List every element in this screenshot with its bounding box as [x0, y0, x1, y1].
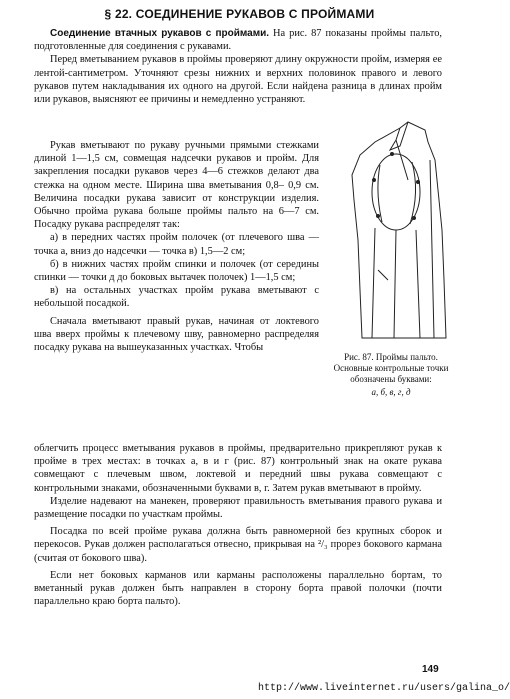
page-number: 149 — [422, 664, 439, 675]
lower-block — [34, 442, 442, 608]
intro-paragraph — [34, 27, 442, 53]
paragraph-first-sleeve: Сначала вметывают правый рукав, начиная от локтевого шва вверх проймы к плечевому шву, равномерно распределяя посадку рукава на вышеуказанных участках. Чтобы — [34, 315, 319, 354]
paragraph-even-ease: Посадка по всей пройме рукава должна быть равномерной без крупных сборок и перекосов. Рукав должен располагаться отвесно, прикрывая на ²/₃ прорез бокового кармана (считая от бокового шва). — [34, 526, 442, 564]
figure-caption — [332, 352, 450, 398]
paragraph-first-sleeve-cont: облегчить процесс вметывания рукавов в проймы, предварительно прикрепляют рукав к пройме в трех местах: в точках а, в и г (рис. 87) контрольный знак на окате рукава совмещают с плечевым швом, локтевой и передний швы рукава совмещают с контрольными знаками, обозначенными буквами в, г. Затем рукав вметывают в пройму. — [34, 443, 442, 494]
run-in-heading: Соединение втачных рукавов с проймами. — [50, 28, 270, 39]
figure-87-coat-armholes — [330, 120, 450, 345]
caption-letters: а, б, в, г, д — [371, 387, 411, 397]
list-item-a: а) в передних частях пройм полочек (от плечевого шва — точка а, вниз до надсечки — точка в) 1,5—2 см; — [34, 232, 319, 257]
intro-text: На рис. 87 показаны проймы пальто, подготовленные для соединения с рукавами. — [34, 28, 442, 53]
section-heading: § 22. СОЕДИНЕНИЕ РУКАВОВ С ПРОЙМАМИ — [104, 7, 375, 21]
list-item-c: в) на остальных участках пройм рукава вметывают с небольшой посадкой. — [34, 285, 319, 310]
caption-text: Рис. 87. Проймы пальто. Основные контрольные точки обозначены буквами: — [333, 352, 449, 384]
paragraph-baste: Рукав вметывают по рукаву ручными прямыми стежками длиной 1—1,5 см, совмещая надсечки рукавов и пройм. Для закрепления посадки рукавов через 4—6 стежков делают два стежка на одном месте. Ширина шва вметывания 0,8– 0,9 см. Величина посадки рукава зависит от конструкции изделия. Обычно пройма рукава больше проймы пальто на 6—7 см. Посадку рукава распределят так: — [34, 140, 319, 231]
paragraph-check: Перед вметыванием рукавов в проймы проверяют длину окружности пройм, измеряя ее лентой-сантиметром. Уточняют срезы нижних и верхних половинок правого и левого рукавов путем накладывания их одного на другой. Если найдена разница в длинах пройм или рукавов, выясняют ее причины и немедленно устраняют. — [34, 54, 442, 106]
intro-block — [34, 27, 442, 106]
paragraph-mannequin: Изделие надевают на манекен, проверяют правильность вметывания правого рукава и размещение посадки по участкам проймы. — [34, 495, 442, 521]
source-url[interactable]: http://www.liveinternet.ru/users/galina_o/ — [258, 683, 510, 694]
narrow-column — [34, 139, 319, 354]
list-item-b: б) в нижних частях пройм спинки и полочек (от середины спинки — точки д до боковых вытачек полочек) 1—1,5 см; — [34, 258, 319, 284]
paragraph-pockets: Если нет боковых карманов или карманы расположены параллельно бортам, то вметанный рукав должен быть направлен в сторону борта правой полочки (почти параллельно краю борта пальто). — [34, 569, 442, 608]
